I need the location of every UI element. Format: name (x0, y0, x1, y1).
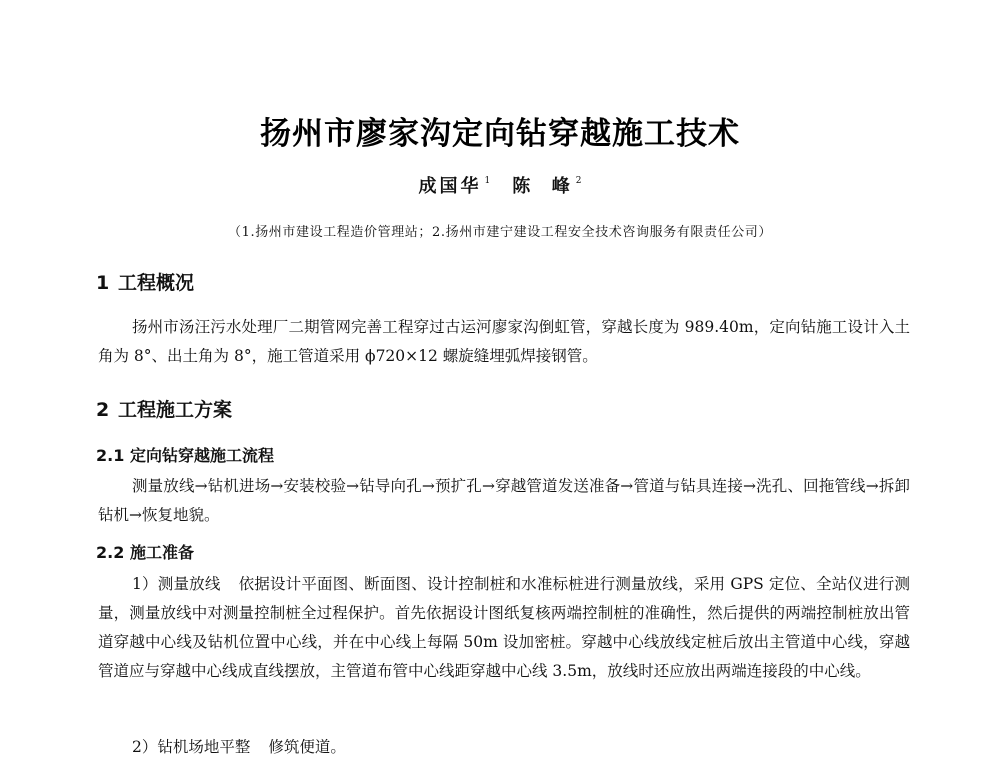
list-item-text: 修筑便道。 (268, 738, 346, 756)
section-number: 2 (96, 399, 110, 421)
author-name: 陈 峰 (512, 176, 573, 197)
list-item-text: 依据设计平面图、断面图、设计控制桩和水准标桩进行测量放线，采用 GPS 定位、全站仪进行测量，测量放线中对测量控制桩全过程保护。首先依据设计图纸复核两端控制桩的准确性，然后提供的两端控制桩放出管道穿越中心线及钻机位置中心线，并在中心线上每隔 50m 设加密桩。穿越中心线放线定桩后放出主管道中心线，穿越管道应与穿越中心线成直线摆放，主管道布管中心线距穿越中心线 3.5m，放线时还应放出两端连接段的中心线。 (98, 575, 910, 680)
section-title: 工程概况 (118, 272, 195, 294)
section-number: 1 (96, 272, 110, 294)
list-item-survey (98, 570, 910, 686)
section-heading-1 (96, 268, 194, 295)
subsection-heading-2-2 (96, 540, 194, 563)
subsection-title: 定向钻穿越施工流程 (130, 446, 275, 465)
list-item-label: 1）测量放线 (132, 575, 221, 593)
author-line (0, 172, 1000, 198)
subsection-heading-2-1 (96, 443, 274, 466)
author-name: 成国华 (418, 176, 482, 197)
subsection-number: 2.1 (96, 446, 125, 465)
affiliations: （1.扬州市建设工程造价管理站；2.扬州市建宁建设工程安全技术咨询服务有限责任公司） (227, 225, 772, 240)
subsection-2-1-paragraph: 测量放线→钻机进场→安装校验→钻导向孔→预扩孔→穿越管道发送准备→管道与钻具连接→洗孔、回拖管线→拆卸钻机→恢复地貌。 (98, 477, 910, 524)
author-affiliation-mark: 1 (484, 176, 491, 186)
paper-title: 扬州市廖家沟定向钻穿越施工技术 (260, 116, 740, 152)
list-item-label: 2）钻机场地平整 (132, 738, 251, 756)
section-title: 工程施工方案 (118, 399, 233, 421)
subsection-title: 施工准备 (130, 543, 195, 562)
list-item-site-leveling (98, 733, 910, 762)
subsection-number: 2.2 (96, 543, 125, 562)
author-affiliation-mark: 2 (575, 176, 582, 186)
section-1-paragraph: 扬州市汤汪污水处理厂二期管网完善工程穿过古运河廖家沟倒虹管，穿越长度为 989.40m，定向钻施工设计入土角为 8°、出土角为 8°，施工管道采用 ϕ720×12 螺旋缝埋弧焊接钢管。 (98, 318, 910, 365)
section-heading-2 (96, 395, 232, 422)
